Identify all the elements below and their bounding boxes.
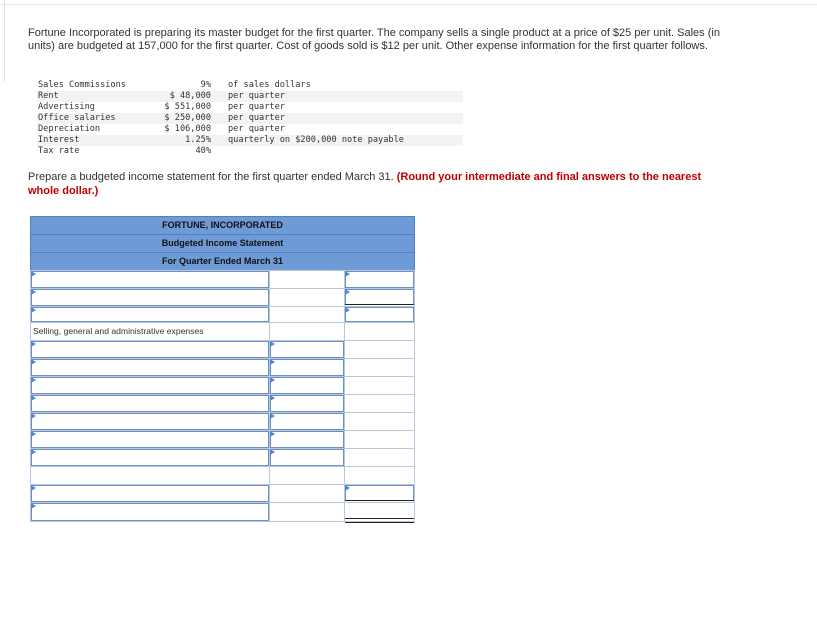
subtotal-underline xyxy=(345,304,414,305)
expense-label-input[interactable] xyxy=(31,449,269,466)
expense-label: Sales Commissions xyxy=(38,80,126,90)
net-income-label-input[interactable] xyxy=(31,503,269,521)
expense-unit: quarterly on $200,000 note payable xyxy=(228,135,404,145)
expense-value: 9% xyxy=(200,80,211,90)
grid-line xyxy=(30,466,415,467)
statement-label-input[interactable] xyxy=(31,307,269,322)
expense-amount-input[interactable] xyxy=(270,341,344,358)
expense-amount-input[interactable] xyxy=(270,413,344,430)
expense-label-input[interactable] xyxy=(31,413,269,430)
problem-intro: Fortune Incorporated is preparing its master budget for the first quarter. The company sells a single product at a price of $25 per unit. Sales (in units) are budgeted at 157,000 for the first quarter. Cost of goods sold is $12 per unit. Other expense information for the first quarter follows. xyxy=(28,27,720,53)
expense-value: 1.25% xyxy=(185,135,211,145)
sga-label: Selling, general and administrative expenses xyxy=(33,326,204,336)
statement-amount-input[interactable] xyxy=(345,485,414,501)
grid-line xyxy=(30,322,415,323)
expense-row xyxy=(37,102,463,113)
statement-amount-input[interactable] xyxy=(345,271,414,288)
expense-info-table xyxy=(37,80,463,157)
expense-row xyxy=(37,146,463,157)
expense-label: Interest xyxy=(38,135,80,145)
expense-value: $ 48,000 xyxy=(169,91,211,101)
expense-row xyxy=(37,124,463,135)
expense-value: $ 551,000 xyxy=(164,102,211,112)
expense-label-input[interactable] xyxy=(31,341,269,358)
expense-label: Rent xyxy=(38,91,59,101)
expense-unit: of sales dollars xyxy=(228,80,311,90)
net-income-double-underline xyxy=(345,518,414,523)
question-prompt xyxy=(28,170,718,198)
expense-label-input[interactable] xyxy=(31,359,269,376)
expense-amount-input[interactable] xyxy=(270,449,344,466)
statement-label-input[interactable] xyxy=(31,485,269,502)
statement-title-header: Budgeted Income Statement xyxy=(30,234,415,253)
expense-unit: per quarter xyxy=(228,113,285,123)
statement-company-header: FORTUNE, INCORPORATED xyxy=(30,216,415,235)
expense-value: 40% xyxy=(195,146,211,156)
net-income-amount-cell[interactable] xyxy=(345,503,414,519)
expense-label-input[interactable] xyxy=(31,431,269,448)
rounding-instruction: (Round your intermediate and final answers to the nearest whole dollar.) xyxy=(28,171,702,197)
expense-label: Office salaries xyxy=(38,113,116,123)
expense-label-input[interactable] xyxy=(31,395,269,412)
expense-value: $ 250,000 xyxy=(164,113,211,123)
statement-amount-input[interactable] xyxy=(345,307,414,322)
expense-row xyxy=(37,80,463,91)
expense-unit: per quarter xyxy=(228,124,285,134)
expense-row xyxy=(37,91,463,102)
expense-label-input[interactable] xyxy=(31,377,269,394)
expense-row xyxy=(37,113,463,124)
top-divider xyxy=(0,0,817,5)
statement-period-header: For Quarter Ended March 31 xyxy=(30,252,415,271)
expense-row xyxy=(37,135,463,146)
expense-label: Advertising xyxy=(38,102,95,112)
expense-label: Depreciation xyxy=(38,124,101,134)
statement-label-input[interactable] xyxy=(31,271,269,288)
prompt-text: Prepare a budgeted income statement for the first quarter ended March 31. xyxy=(28,171,394,183)
income-statement-worksheet xyxy=(30,216,415,522)
left-edge xyxy=(0,0,5,82)
expense-value: $ 106,000 xyxy=(164,124,211,134)
expense-unit: per quarter xyxy=(228,102,285,112)
subtotal-underline xyxy=(345,500,414,501)
statement-label-input[interactable] xyxy=(31,289,269,306)
statement-amount-input[interactable] xyxy=(345,289,414,305)
expense-amount-input[interactable] xyxy=(270,377,344,394)
expense-amount-input[interactable] xyxy=(270,359,344,376)
expense-unit: per quarter xyxy=(228,91,285,101)
expense-label: Tax rate xyxy=(38,146,80,156)
expense-amount-input[interactable] xyxy=(270,431,344,448)
expense-amount-input[interactable] xyxy=(270,395,344,412)
